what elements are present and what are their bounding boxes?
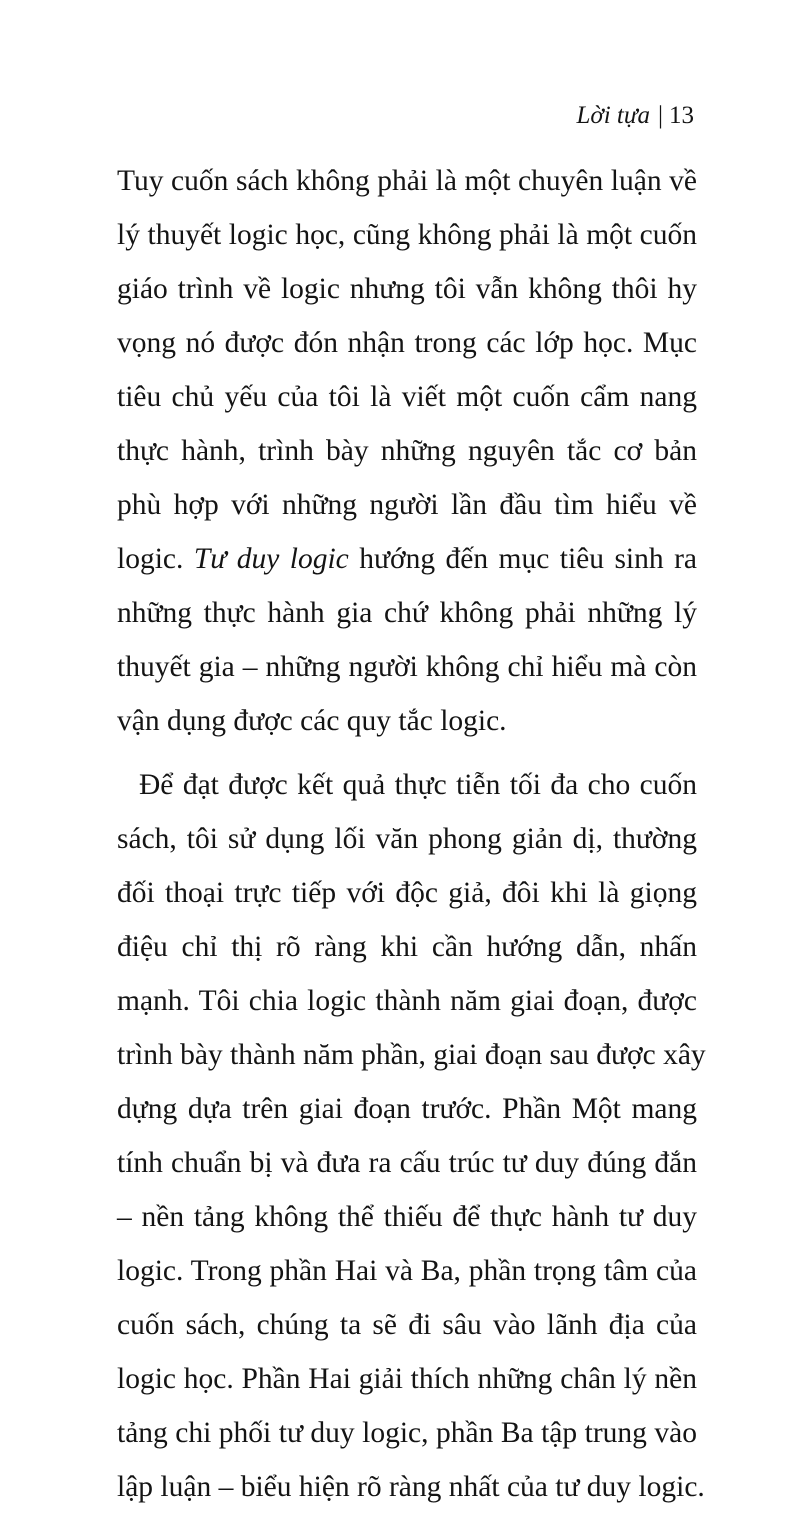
text-line: Để đạt được kết quả thực tiễn tối đa cho cuốn bbox=[139, 769, 697, 801]
text-line: lý thuyết logic học, cũng không phải là một cuốn bbox=[117, 219, 697, 251]
text-line: sách, tôi sử dụng lối văn phong giản dị, thường bbox=[117, 823, 697, 855]
text-line: vận dụng được các quy tắc logic. bbox=[117, 705, 507, 737]
text-line: logic. Trong phần Hai và Ba, phần trọng tâm của bbox=[117, 1255, 697, 1287]
text-line: tảng chi phối tư duy logic, phần Ba tập trung vào bbox=[117, 1417, 697, 1449]
body-text bbox=[117, 154, 706, 1514]
running-header bbox=[576, 100, 694, 132]
text-line: thực hành, trình bày những nguyên tắc cơ bản bbox=[117, 435, 697, 467]
text-fragment: hướng đến mục tiêu sinh ra bbox=[348, 543, 697, 575]
text-line-with-book-title bbox=[117, 532, 697, 586]
text-line: cuốn sách, chúng ta sẽ đi sâu vào lãnh địa của bbox=[117, 1309, 697, 1341]
book-title: Tư duy logic bbox=[193, 543, 349, 575]
text-line: logic học. Phần Hai giải thích những chân lý nền bbox=[117, 1363, 697, 1395]
text-line: giáo trình về logic nhưng tôi vẫn không thôi hy bbox=[117, 273, 697, 305]
text-line: đối thoại trực tiếp với độc giả, đôi khi là giọng bbox=[117, 877, 697, 909]
text-line: lập luận – biểu hiện rõ ràng nhất của tư duy logic. bbox=[117, 1471, 705, 1503]
text-line: thuyết gia – những người không chỉ hiểu mà còn bbox=[117, 651, 697, 683]
text-line: trình bày thành năm phần, giai đoạn sau được xây bbox=[117, 1039, 706, 1071]
text-line: điệu chỉ thị rõ ràng khi cần hướng dẫn, nhấn bbox=[117, 931, 697, 963]
text-line: tiêu chủ yếu của tôi là viết một cuốn cẩm nang bbox=[117, 381, 697, 413]
paragraph-gap bbox=[117, 748, 697, 758]
text-line: Tuy cuốn sách không phải là một chuyên luận về bbox=[117, 165, 697, 197]
text-line: tính chuẩn bị và đưa ra cấu trúc tư duy đúng đắn bbox=[117, 1147, 697, 1179]
text-line: phù hợp với những người lần đầu tìm hiểu về bbox=[117, 489, 697, 521]
paragraph-2 bbox=[117, 758, 706, 1514]
text-line: – nền tảng không thể thiếu để thực hành tư duy bbox=[117, 1201, 697, 1233]
text-line: vọng nó được đón nhận trong các lớp học. Mục bbox=[117, 327, 697, 359]
text-line: những thực hành gia chứ không phải những lý bbox=[117, 597, 697, 629]
header-separator: | bbox=[657, 102, 663, 129]
text-line: dựng dựa trên giai đoạn trước. Phần Một mang bbox=[117, 1093, 697, 1125]
paragraph-1 bbox=[117, 154, 697, 748]
text-fragment: logic. bbox=[117, 543, 194, 575]
section-title: Lời tựa bbox=[576, 102, 650, 129]
page-number: 13 bbox=[669, 102, 694, 129]
text-line: mạnh. Tôi chia logic thành năm giai đoạn, được bbox=[117, 985, 697, 1017]
